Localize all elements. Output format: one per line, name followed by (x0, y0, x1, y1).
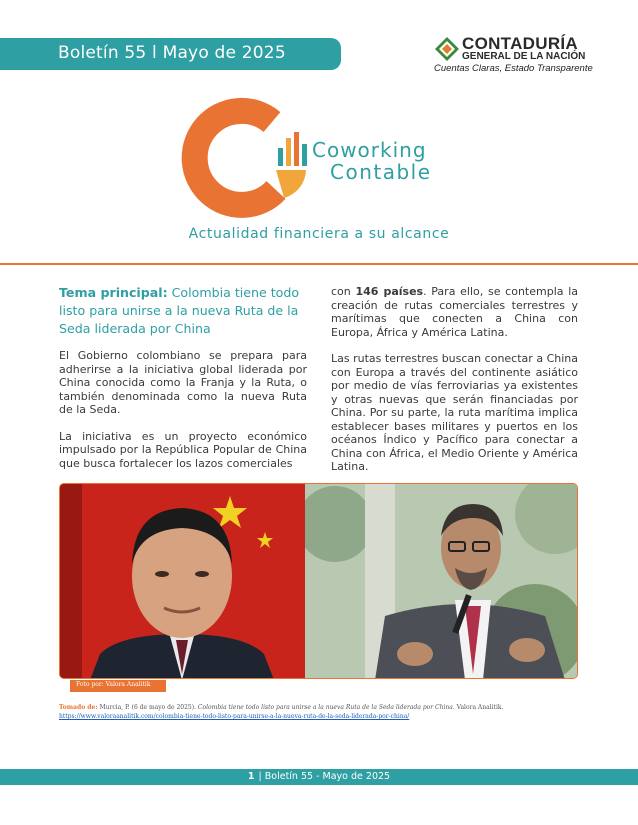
countries-count: 146 países (355, 285, 424, 298)
brand-tagline: Actualidad financiera a su alcance (188, 226, 450, 242)
contaduria-logo (434, 34, 594, 76)
brand-word-contable: Contable (330, 160, 432, 184)
photo-credit: Foto por: Valora Analitik (70, 680, 166, 692)
coworking-c-icon (180, 94, 310, 222)
article-right-column (331, 285, 578, 487)
source-publisher: Valora Analitik. (454, 704, 504, 711)
bulletin-banner (0, 38, 341, 70)
section-divider (0, 263, 638, 265)
article-paragraph: El Gobierno colombiano se prepara para adherirse a la iniciativa global liderada por China conocida como la Franja y la Ruta, o también denominada como la nueva Ruta de la Seda. (59, 349, 307, 416)
contaduria-emblem-icon (434, 36, 460, 62)
article-paragraph: Las rutas terrestres buscan conectar a China con Europa a través del continente asiático por medio de vías ferroviarias ya existentes y otras nuevas que serán financiadas por China. Por su parte, la ruta marítima implica establecer bases militares y puertos en los océanos Índico y Pacífico para conectar a China con África, el Medio Oriente y América Latina. (331, 352, 578, 473)
contaduria-subname: GENERAL DE LA NACIÓN (462, 51, 586, 62)
contaduria-name: CONTADURÍA (462, 34, 579, 53)
source-title: Colombia tiene todo listo para unirse a la nueva Ruta de la Seda liderada por China. (197, 704, 455, 711)
article-headline (59, 284, 307, 338)
coworking-contable-logo (180, 94, 450, 222)
footer-label: | Boletín 55 - Mayo de 2025 (258, 771, 391, 782)
source-label: Tomado de: (59, 704, 98, 711)
headline-text: Colombia tiene todo listo para unirse a la nueva Ruta de la Seda liderada por China (59, 285, 300, 336)
page-number: 1 (247, 771, 255, 782)
headline-label: Tema principal: (59, 285, 168, 300)
source-authors: Murcia, P. (6 de mayo de 2025). (97, 704, 198, 711)
bulletin-title: Boletín 55 l Mayo de 2025 (58, 43, 286, 63)
paragraph-start: con (331, 285, 356, 298)
source-citation (59, 703, 589, 721)
footer-text (0, 771, 638, 782)
article-paragraph: La iniciativa es un proyecto económico impulsado por la República Popular de China que busca fortalecer los lazos comerciales (59, 429, 307, 470)
photo-xi-jinping (60, 484, 305, 678)
paragraph-rest: . Para ello, se contempla la creación de rutas comerciales terrestres y marítimas que conecten a China con Europa, África y América Latina. (331, 285, 578, 339)
article-paragraph (331, 285, 578, 339)
article-photo (59, 483, 578, 679)
page-footer (0, 769, 638, 785)
photo-gustavo-petro (305, 484, 578, 678)
contaduria-tagline: Cuentas Claras, Estado Transparente (434, 63, 593, 74)
source-link[interactable]: https://www.valoraanalitik.com/colombia-tiene-todo-listo-para-unirse-a-la-nueva-ruta-de-la-seda-liderada-por-china/ (59, 713, 410, 720)
article-left-column (59, 284, 307, 483)
brand-word-coworking: Coworking (312, 138, 427, 162)
